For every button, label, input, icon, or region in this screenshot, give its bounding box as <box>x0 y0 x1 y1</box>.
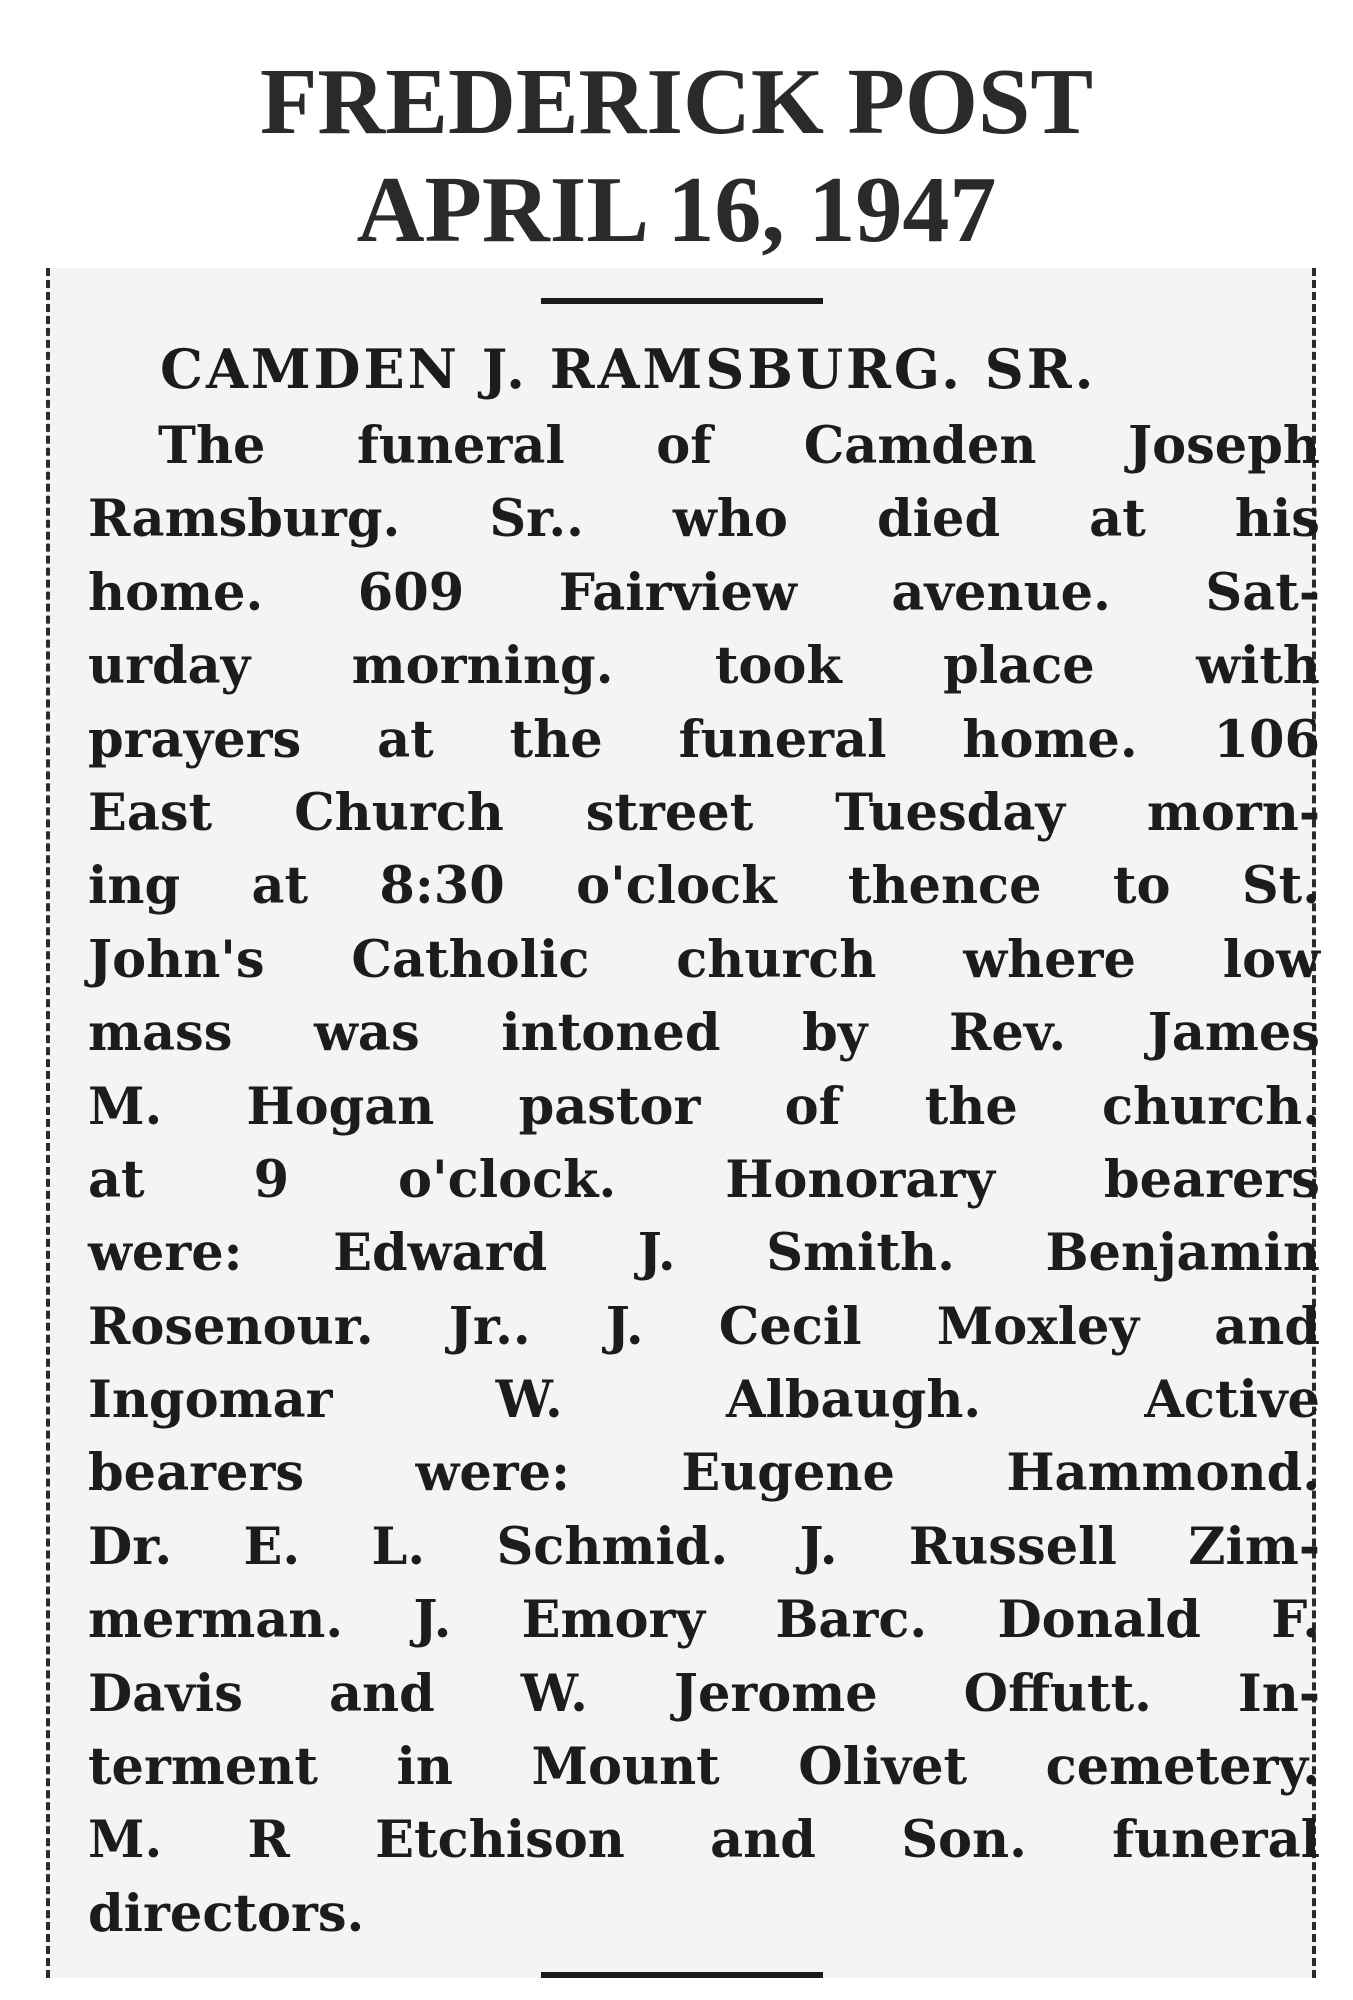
body-line: terment in Mount Olivet cemetery. <box>88 1737 1320 1798</box>
obituary-title: CAMDEN J. RAMSBURG. SR. <box>160 337 1097 401</box>
body-line: home. 609 Fairview avenue. Sat- <box>88 562 1320 623</box>
body-line: Ramsburg. Sr.. who died at his <box>88 489 1320 550</box>
body-line: East Church street Tuesday morn- <box>88 782 1320 843</box>
publication-date: APRIL 16, 1947 <box>356 158 997 262</box>
body-line: mass was intoned by Rev. James <box>88 1003 1320 1064</box>
body-line: Dr. E. L. Schmid. J. Russell Zim- <box>88 1516 1320 1577</box>
newspaper-name: FREDERICK POST <box>259 50 1094 154</box>
body-line: were: Edward J. Smith. Benjamin <box>88 1223 1320 1284</box>
body-line: urday morning. took place with <box>88 636 1320 697</box>
body-line: Rosenour. Jr.. J. Cecil Moxley and <box>88 1296 1320 1357</box>
masthead <box>0 48 1353 264</box>
body-line: Ingomar W. Albaugh. Active <box>88 1370 1320 1431</box>
body-line: merman. J. Emory Barc. Donald F. <box>88 1590 1320 1651</box>
obituary-body <box>88 410 1320 1951</box>
body-line: Davis and W. Jerome Offutt. In- <box>88 1663 1320 1724</box>
body-line: M. Hogan pastor of the church. <box>88 1076 1320 1137</box>
body-line: John's Catholic church where low <box>88 929 1320 990</box>
body-line: The funeral of Camden Joseph <box>158 416 1320 476</box>
top-rule <box>541 298 823 304</box>
body-line: ing at 8:30 o'clock thence to St. <box>88 856 1320 917</box>
body-line: at 9 o'clock. Honorary bearers <box>88 1149 1320 1210</box>
body-line: bearers were: Eugene Hammond. <box>88 1443 1320 1504</box>
clipping-left-edge <box>46 268 50 1978</box>
body-line: directors. <box>88 1883 365 1944</box>
bottom-rule <box>541 1972 823 1978</box>
newspaper-clipping <box>46 268 1320 1978</box>
body-line: M. R Etchison and Son. funeral <box>88 1810 1320 1871</box>
body-line: prayers at the funeral home. 106 <box>88 709 1320 770</box>
